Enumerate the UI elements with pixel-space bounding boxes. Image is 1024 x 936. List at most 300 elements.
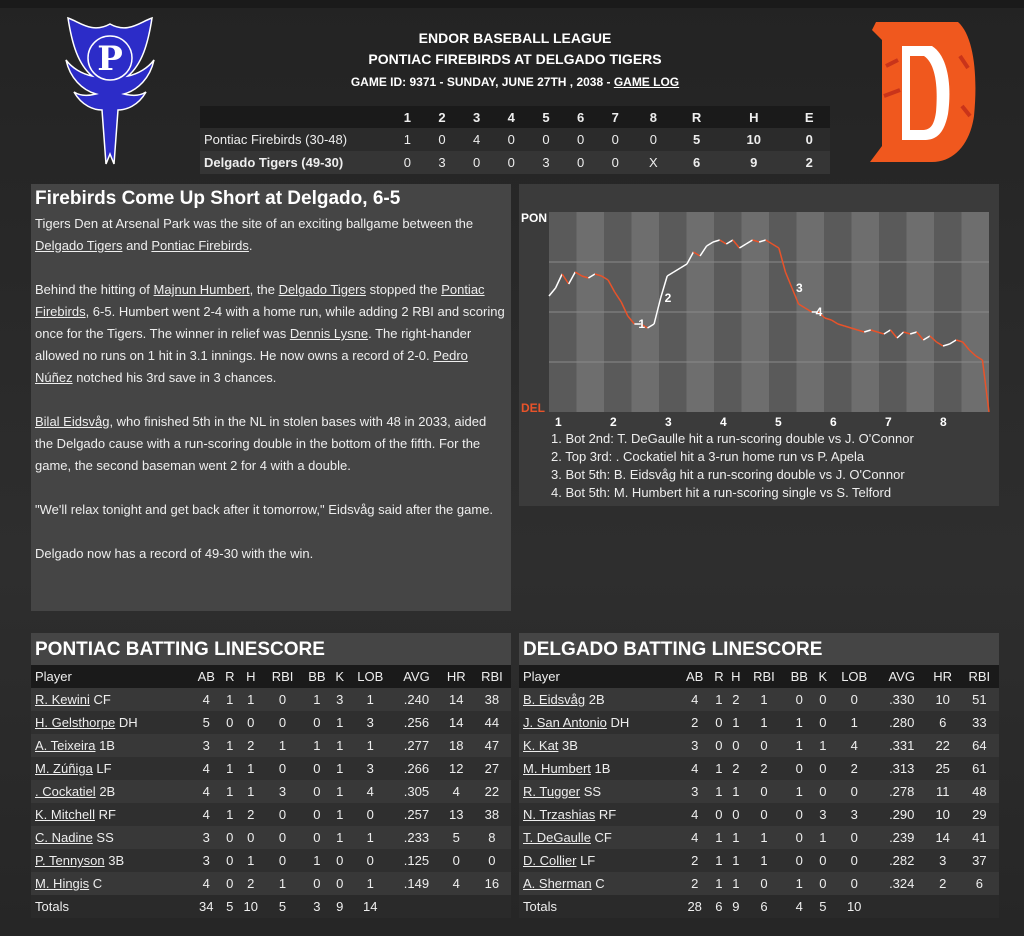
team-name: Pontiac Firebirds (30-48) (200, 128, 390, 151)
text: notched his 3rd save in 3 chances. (72, 370, 277, 385)
stat-cell: 2 (679, 711, 710, 734)
player-link[interactable]: . Cockatiel (35, 784, 96, 799)
player-position: 2B (95, 784, 116, 799)
stat-cell: 0 (710, 711, 727, 734)
total-cell: 5 (263, 895, 301, 918)
player-link[interactable]: T. DeGaulle (523, 830, 591, 845)
stat-cell: 0 (263, 757, 301, 780)
stat-cell: .324 (878, 872, 926, 895)
stat-cell: 0 (744, 803, 783, 826)
stat-cell: .233 (393, 826, 440, 849)
player-link[interactable]: C. Nadine (35, 830, 93, 845)
stat-cell: .256 (393, 711, 440, 734)
game-info (200, 75, 830, 89)
inning-score: 10 (719, 128, 788, 151)
player-position: 1B (590, 761, 611, 776)
pontiac-batting-linescore (31, 633, 511, 918)
stat-cell: 0 (332, 872, 347, 895)
inning-score: 2 (788, 151, 830, 174)
stat-cell: 3 (347, 757, 393, 780)
scoring-play-marker: 4 (815, 305, 823, 319)
scoring-play-note: 1. Bot 2nd: T. DeGaulle hit a run-scoring double vs J. O'Connor (551, 431, 914, 446)
player-position: C (591, 876, 605, 891)
stat-cell: 0 (222, 849, 239, 872)
line-score-header (200, 106, 830, 128)
stat-header: K (332, 665, 347, 688)
total-cell: 10 (238, 895, 263, 918)
player-link[interactable]: P. Tennyson (35, 853, 105, 868)
batter-row (31, 849, 511, 872)
inning-tick-label: 8 (940, 415, 947, 429)
bottom-team-label: DEL (521, 401, 545, 415)
inning-tick-label: 3 (665, 415, 672, 429)
stat-cell: 13 (440, 803, 473, 826)
stat-cell: 22 (473, 780, 511, 803)
player-link[interactable]: M. Zúñiga (35, 761, 93, 776)
batter-row (519, 803, 999, 826)
scoring-play-marker: 2 (664, 291, 672, 305)
inning-header: 7 (598, 106, 633, 128)
stat-header: H (727, 665, 744, 688)
totals-row (519, 895, 999, 918)
batter-row (31, 688, 511, 711)
total-cell: 5 (815, 895, 831, 918)
stat-cell: 1 (347, 872, 393, 895)
stat-cell: 1 (347, 688, 393, 711)
stat-header: AB (679, 665, 710, 688)
stat-cell: 6 (960, 872, 999, 895)
scoring-play-note: 2. Top 3rd: . Cockatiel hit a 3-run home run vs P. Apela (551, 449, 865, 464)
player-link[interactable]: Majnun Humbert (153, 282, 250, 297)
batting-header-row (31, 665, 511, 688)
stat-cell: 4 (679, 757, 710, 780)
inning-score: 0 (494, 151, 529, 174)
scoring-play-marker: 1 (638, 317, 646, 331)
stat-cell: 4 (191, 688, 222, 711)
batter-row (519, 711, 999, 734)
stat-cell: 0 (263, 688, 301, 711)
stat-cell: 6 (926, 711, 960, 734)
stat-cell: 1 (744, 826, 783, 849)
stat-cell: 2 (238, 872, 263, 895)
stat-cell: .313 (878, 757, 926, 780)
inning-score: 9 (719, 151, 788, 174)
stat-cell: 38 (473, 688, 511, 711)
player-position: 3B (558, 738, 578, 753)
stat-cell: 2 (679, 849, 710, 872)
inning-tick-label: 2 (610, 415, 617, 429)
stat-header: LOB (347, 665, 393, 688)
stat-cell: 10 (926, 688, 960, 711)
totals-row (31, 895, 511, 918)
inning-tick-label: 5 (775, 415, 782, 429)
batter-row (31, 872, 511, 895)
stat-header: AVG (393, 665, 440, 688)
delgado-batting-table (519, 665, 999, 918)
stat-cell: .331 (878, 734, 926, 757)
player-position: 1B (95, 738, 115, 753)
stat-cell: 64 (960, 734, 999, 757)
stat-cell: 14 (926, 826, 960, 849)
stat-cell: 1 (332, 803, 347, 826)
total-cell: 28 (679, 895, 710, 918)
player-position: DH (115, 715, 138, 730)
player-cell (31, 688, 191, 711)
stat-cell: 1 (302, 849, 333, 872)
stat-cell: 1 (744, 711, 783, 734)
inning-score: 0 (563, 151, 598, 174)
player-link[interactable]: J. San Antonio (523, 715, 607, 730)
game-log-link[interactable]: GAME LOG (613, 75, 680, 89)
stat-header: R (222, 665, 239, 688)
stat-cell: 0 (332, 849, 347, 872)
stat-cell: 0 (710, 734, 727, 757)
stat-cell: 1 (710, 757, 727, 780)
player-link[interactable]: R. Kewini (35, 692, 90, 707)
player-cell (31, 803, 191, 826)
stat-cell: 47 (473, 734, 511, 757)
stat-cell: 5 (191, 711, 222, 734)
player-link[interactable]: K. Kat (523, 738, 559, 753)
stat-cell: 29 (960, 803, 999, 826)
inning-score: 0 (563, 128, 598, 151)
inning-score: 0 (529, 128, 564, 151)
stat-cell: 0 (831, 849, 878, 872)
total-cell: 10 (831, 895, 878, 918)
player-position: RF (94, 807, 116, 822)
player-link[interactable]: A. Teixeira (35, 738, 96, 753)
stat-cell: 16 (473, 872, 511, 895)
team-name: Delgado Tigers (49-30) (200, 151, 390, 174)
stat-cell: 1 (784, 872, 815, 895)
player-position: RF (595, 807, 617, 822)
stat-cell: 3 (679, 780, 710, 803)
player-link[interactable]: Pedro Núñez (35, 348, 468, 385)
stat-cell: 3 (332, 688, 347, 711)
article-paragraph-4: "We'll relax tonight and get back after it tomorrow," Eidsvåg said after the game. (35, 502, 494, 517)
stat-cell: 0 (302, 803, 333, 826)
stat-cell: 4 (440, 872, 473, 895)
stat-cell: 0 (238, 711, 263, 734)
inning-score: 1 (390, 128, 425, 151)
player-cell (519, 826, 679, 849)
stat-cell: 1 (263, 734, 301, 757)
player-cell (31, 872, 191, 895)
total-cell (393, 895, 440, 918)
stat-cell: 2 (238, 803, 263, 826)
stat-cell: 1 (784, 734, 815, 757)
text: Tigers Den at Arsenal Park was the site of an exciting ballgame between the (35, 216, 474, 231)
player-position: LF (92, 761, 112, 776)
stat-cell: 0 (222, 872, 239, 895)
inning-score: 0 (390, 151, 425, 174)
stat-cell: 0 (263, 803, 301, 826)
stat-cell: 0 (815, 688, 831, 711)
player-position: 2B (585, 692, 605, 707)
svg-text:P: P (97, 39, 123, 79)
player-header: Player (31, 665, 191, 688)
stat-cell: 0 (302, 780, 333, 803)
total-cell: 5 (222, 895, 239, 918)
delgado-batting-title: DELGADO BATTING LINESCORE (519, 633, 999, 665)
stat-cell: 0 (744, 734, 783, 757)
stat-cell: 0 (744, 872, 783, 895)
player-cell (31, 780, 191, 803)
inning-tick-label: 1 (555, 415, 562, 429)
stat-header: BB (302, 665, 333, 688)
scoring-play-marker: 3 (795, 281, 803, 295)
batter-row (31, 734, 511, 757)
stat-cell: 1 (332, 734, 347, 757)
player-cell (31, 826, 191, 849)
stat-cell: 1 (710, 826, 727, 849)
stat-cell: 3 (263, 780, 301, 803)
stat-cell: 0 (815, 872, 831, 895)
stat-cell: 0 (302, 711, 333, 734)
stat-cell: 0 (831, 688, 878, 711)
stat-cell: 41 (960, 826, 999, 849)
text: . The right-hander allowed no runs on 1 hit in 3.1 innings. He now owns a record of 2-0. (35, 326, 472, 363)
stat-cell: 4 (679, 826, 710, 849)
stat-cell: 4 (191, 780, 222, 803)
inning-header: 5 (529, 106, 564, 128)
delgado-batting-linescore (519, 633, 999, 918)
pontiac-batting-title: PONTIAC BATTING LINESCORE (31, 633, 511, 665)
player-link[interactable]: D. Collier (523, 853, 577, 868)
stat-cell: 4 (191, 803, 222, 826)
player-link[interactable]: H. Gelsthorpe (35, 715, 116, 730)
stat-cell: 38 (473, 803, 511, 826)
stat-cell: 0 (302, 757, 333, 780)
stat-cell: .278 (878, 780, 926, 803)
stat-cell: 4 (191, 872, 222, 895)
stat-cell: 0 (222, 826, 239, 849)
stat-cell: 1 (222, 688, 239, 711)
player-cell (519, 849, 679, 872)
batter-row (519, 757, 999, 780)
stat-cell: 1 (744, 849, 783, 872)
stat-cell: 44 (473, 711, 511, 734)
stat-cell: 3 (191, 849, 222, 872)
total-cell (473, 895, 511, 918)
player-link[interactable]: A. Sherman (523, 876, 592, 891)
stat-cell: 0 (710, 803, 727, 826)
stat-header: R (710, 665, 727, 688)
win-probability-chart (519, 184, 999, 506)
game-recap-article (31, 184, 511, 611)
article-paragraph-5: Delgado now has a record of 49-30 with the win. (35, 546, 314, 561)
player-cell (519, 734, 679, 757)
stat-cell: .240 (393, 688, 440, 711)
player-link[interactable]: M. Hingis (35, 876, 90, 891)
stat-cell: 1 (332, 757, 347, 780)
inning-header: 2 (425, 106, 460, 128)
inning-score: 0 (459, 151, 494, 174)
total-cell (878, 895, 926, 918)
stat-cell: 0 (815, 849, 831, 872)
stat-cell: 1 (815, 734, 831, 757)
stat-cell: 0 (727, 734, 744, 757)
line-score-row (200, 151, 830, 174)
player-link[interactable]: Dennis Lysne (289, 326, 369, 341)
stat-cell: 4 (347, 780, 393, 803)
stat-cell: 11 (926, 780, 960, 803)
inning-tick-label: 4 (720, 415, 727, 429)
stat-cell: 51 (960, 688, 999, 711)
stat-cell: 3 (191, 734, 222, 757)
stat-cell: 0 (815, 780, 831, 803)
stat-cell: .290 (878, 803, 926, 826)
stat-cell: 14 (440, 688, 473, 711)
stat-header: AVG (878, 665, 926, 688)
batter-row (519, 734, 999, 757)
inning-header: 1 (390, 106, 425, 128)
player-link[interactable]: Bilal Eidsvåg (35, 414, 110, 429)
inning-header: 8 (633, 106, 675, 128)
stat-header: RBI (473, 665, 511, 688)
stat-cell: 0 (831, 826, 878, 849)
player-cell (519, 711, 679, 734)
total-cell: 6 (710, 895, 727, 918)
stat-cell: 1 (332, 780, 347, 803)
stat-cell: .266 (393, 757, 440, 780)
stat-cell: 1 (238, 780, 263, 803)
batter-row (519, 872, 999, 895)
stat-cell: 18 (440, 734, 473, 757)
stat-cell: 1 (727, 780, 744, 803)
stat-cell: 4 (191, 757, 222, 780)
stat-cell: 1 (727, 872, 744, 895)
stat-cell: 4 (440, 780, 473, 803)
stat-cell: 0 (831, 872, 878, 895)
inning-header: 4 (494, 106, 529, 128)
top-bar (0, 0, 1024, 8)
game-header (200, 30, 830, 89)
stat-header: RBI (263, 665, 301, 688)
player-header: Player (519, 665, 679, 688)
stat-cell: 0 (263, 826, 301, 849)
stat-cell: 1 (347, 826, 393, 849)
batter-row (31, 757, 511, 780)
player-cell (519, 688, 679, 711)
player-link[interactable]: K. Mitchell (35, 807, 95, 822)
stat-cell: 1 (744, 688, 783, 711)
player-position: 3B (104, 853, 125, 868)
stat-cell: 0 (347, 803, 393, 826)
text: , who finished 5th in the NL in stolen bases with 48 in 2033, aided the Delgado cause with a run-scoring double in the bottom of the fifth. For the game, the second baseman went 2 for 4 with a double. (35, 414, 487, 473)
stat-cell: 0 (302, 826, 333, 849)
stat-cell: 1 (222, 780, 239, 803)
stat-cell: 0 (815, 711, 831, 734)
batter-row (31, 780, 511, 803)
stat-cell: 27 (473, 757, 511, 780)
stat-cell: 3 (347, 711, 393, 734)
team-link[interactable]: Delgado Tigers (35, 238, 123, 253)
stat-cell: 1 (347, 734, 393, 757)
stat-cell: 1 (710, 849, 727, 872)
stat-cell: 1 (710, 872, 727, 895)
player-link[interactable]: B. Eidsvåg (523, 692, 586, 707)
stat-cell: 1 (263, 872, 301, 895)
stat-header: HR (926, 665, 960, 688)
total-cell: 3 (302, 895, 333, 918)
player-cell (31, 757, 191, 780)
stat-cell: 4 (679, 688, 710, 711)
player-position: SS (92, 830, 114, 845)
scoring-play-note: 3. Bot 5th: B. Eidsvåg hit a run-scoring double vs J. O'Connor (551, 467, 905, 482)
player-link[interactable]: M. Humbert (523, 761, 591, 776)
text: and (122, 238, 152, 253)
player-cell (519, 872, 679, 895)
stat-cell: 1 (238, 688, 263, 711)
text: , 6-5. Humbert went 2-4 with a home run, while adding 2 RBI and scoring once for the Tigers. The winner in relief was (35, 304, 505, 341)
total-cell (440, 895, 473, 918)
totals-label: Totals (31, 895, 191, 918)
stat-cell: 1 (238, 849, 263, 872)
player-link[interactable]: R. Tugger (523, 784, 581, 799)
inning-tick-label: 7 (885, 415, 892, 429)
player-position: LF (576, 853, 596, 868)
stat-cell: 1 (332, 826, 347, 849)
stat-header: HR (440, 665, 473, 688)
inning-score: 6 (674, 151, 719, 174)
batting-header-row (519, 665, 999, 688)
stat-cell: 14 (440, 711, 473, 734)
stat-cell: .149 (393, 872, 440, 895)
stat-cell: 61 (960, 757, 999, 780)
player-cell (519, 780, 679, 803)
stat-cell: 1 (222, 757, 239, 780)
team-link[interactable]: Pontiac Firebirds (151, 238, 249, 253)
team-link[interactable]: Pontiac Firebirds (35, 282, 485, 319)
inning-header: R (674, 106, 719, 128)
player-link[interactable]: N. Trzashias (523, 807, 596, 822)
stat-cell: 0 (473, 849, 511, 872)
text: . (248, 238, 253, 253)
stat-cell: 3 (831, 803, 878, 826)
game-info-text: GAME ID: 9371 - SUNDAY, JUNE 27TH , 2038 - (350, 75, 614, 89)
team-link[interactable]: Delgado Tigers (278, 282, 367, 297)
total-cell: 9 (332, 895, 347, 918)
stat-header: AB (191, 665, 222, 688)
scoring-plays-notes (551, 430, 914, 502)
player-cell (519, 757, 679, 780)
stat-cell: 0 (831, 780, 878, 803)
total-cell: 34 (191, 895, 222, 918)
stat-header: H (238, 665, 263, 688)
pontiac-firebirds-logo (62, 14, 158, 168)
stat-cell: 12 (440, 757, 473, 780)
batter-row (519, 688, 999, 711)
stat-cell: 0 (347, 849, 393, 872)
player-position: C (89, 876, 103, 891)
player-cell (31, 711, 191, 734)
stat-cell: 3 (679, 734, 710, 757)
inning-tick-label: 6 (830, 415, 837, 429)
stat-cell: .239 (878, 826, 926, 849)
stat-cell: 1 (222, 734, 239, 757)
total-cell: 9 (727, 895, 744, 918)
batter-row (519, 826, 999, 849)
inning-header: H (719, 106, 788, 128)
pontiac-batting-table (31, 665, 511, 918)
total-cell: 6 (744, 895, 783, 918)
inning-score: 0 (633, 128, 675, 151)
stat-cell: 3 (815, 803, 831, 826)
player-position: CF (89, 692, 111, 707)
stat-cell: .280 (878, 711, 926, 734)
stat-cell: 0 (815, 757, 831, 780)
